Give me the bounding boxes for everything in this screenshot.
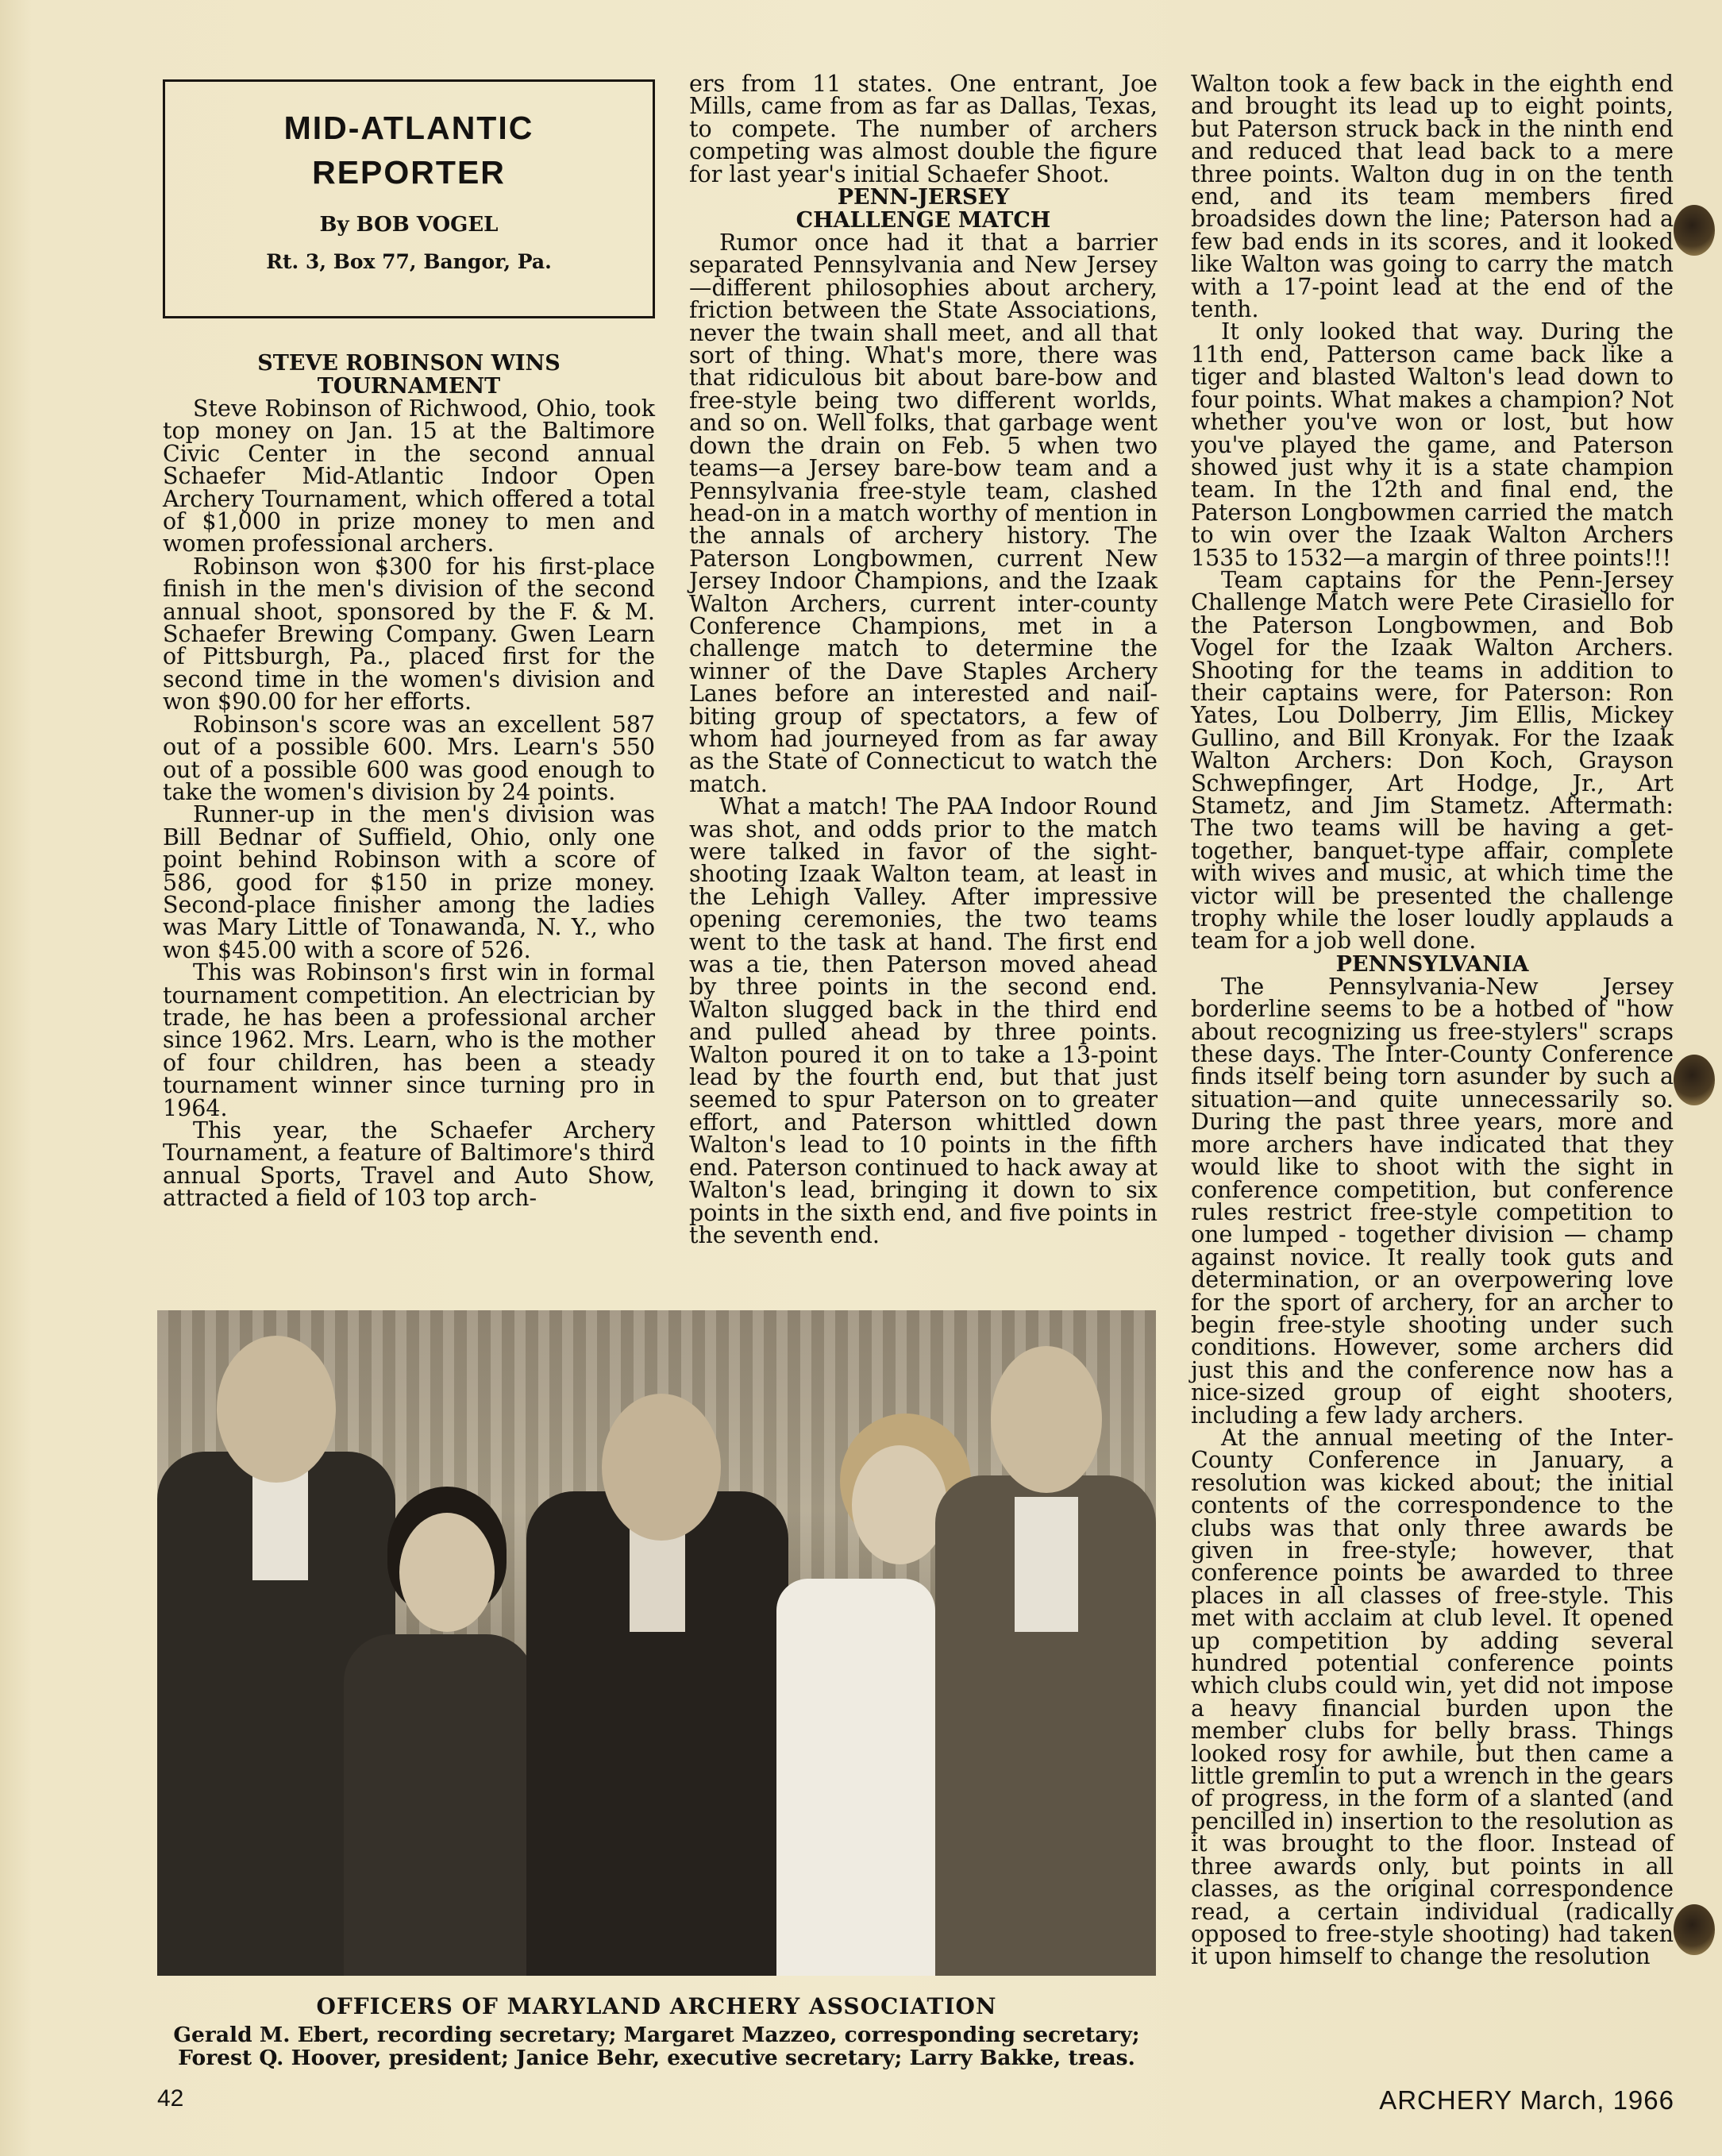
column-2 (689, 73, 1158, 1247)
article1-paragraph: Robinson's score was an excellent 587 out of a possible 600. Mrs. Learn's 550 out of a possible 600 was good enough to take the women's division by 24 points. (163, 711, 655, 805)
article1-continuation: ers from 11 states. One entrant, Joe Mills, came from as far as Dallas, Texas, to compete. The number of archers competing was almost double the figure for last year's initial Schaefer Shoot. (689, 71, 1158, 187)
article2-paragraph: It only looked that way. During the 11th end, Patterson came back like a tiger and blasted Walton's lead down to four points. What makes a champion? Not whether you've won or lost, but how you've played the game, and Paterson showed just why it is a state champion team. In the 12th and final end, the Paterson Longbowmen carried the match to win over the Izaak Walton Archers 1535 to 1532—a margin of three points!!! (1191, 318, 1674, 571)
article1-paragraph: Runner-up in the men's division was Bill Bednar of Suffield, Ohio, only one point behind Robinson with a score of 586, good for $150 in prize money. Second-place finisher among the ladies was Mary Little of Tonawanda, N. Y., who won $45.00 with a score of 526. (163, 801, 655, 963)
binder-hole-middle (1674, 1055, 1715, 1105)
photo-caption (157, 2023, 1156, 2069)
photo-person-1-head (217, 1336, 336, 1483)
photo-person-2-head (399, 1513, 495, 1632)
photo-person-2 (344, 1634, 534, 1976)
photo-caption-line1: Gerald M. Ebert, recording secretary; Margaret Mazzeo, corresponding secretary; (173, 2023, 1140, 2047)
photo-person-5-head (991, 1346, 1102, 1493)
reporter-header-box (163, 79, 655, 318)
photo-caption-line2: Forest Q. Hoover, president; Janice Behr, executive secretary; Larry Bakke, treas. (178, 2046, 1135, 2070)
headline-penn-jersey-line2: CHALLENGE MATCH (796, 208, 1051, 233)
headline-robinson-line1: STEVE ROBINSON WINS (257, 351, 561, 376)
author-address: Rt. 3, Box 77, Bangor, Pa. (266, 250, 552, 273)
column-1 (163, 73, 655, 1210)
page-number: 42 (157, 2085, 184, 2112)
headline-pennsylvania: PENNSYLVANIA (1335, 951, 1529, 977)
article3-paragraph: The Pennsylvania-New Jersey borderline seems to be a hotbed of "how about recognizing us free-stylers" scraps these days. The Inter-County Conference finds itself being torn asunder by such a situation—and quite unnecessarily so. During the past three years, more and more archers have indicated that they would like to shoot with the sight in conference competition, but conference rules restrict free-style competition to one lumped - together division — champ against novice. It really took guts and determination, or an overpowering love for the sport of archery, for an archer to begin free-style shooting under such conditions. However, some archers did just this and the conference now has a nice-sized group of eight shooters, including a few lady archers. (1191, 973, 1674, 1429)
binder-hole-top (1674, 205, 1715, 256)
article1-paragraph: Steve Robinson of Richwood, Ohio, took top money on Jan. 15 at the Baltimore Civic Center in the second annual Schaefer Mid-Atlantic Indoor Open Archery Tournament, which offered a total of $1,000 in prize money to men and women professional archers. (163, 395, 655, 557)
article2-paragraph: Rumor once had it that a barrier separated Pennsylvania and New Jersey—different philosophies about archery, friction between the State Associations, never the twain shall meet, and all that sort of thing. What's more, there was that ridiculous bit about bare-bow and free-style being two different worlds, and so on. Well folks, that garbage went down the drain on Feb. 5 when two teams—a Jersey bare-bow team and a Pennsylvania free-style team, clashed head-on in a match worthy of mention in the annals of archery history. The Paterson Longbowmen, current New Jersey Indoor Champions, and the Izaak Walton Archers, current inter-county Conference Champions, met in a challenge match to determine the winner of the Dave Staples Archery Lanes before an interested and nail-biting group of spectators, a few of whom had journeyed from as far away as the State of Connecticut to watch the match. (689, 229, 1158, 797)
article2-paragraph: What a match! The PAA Indoor Round was shot, and odds prior to the match were talked in favor of the sight-shooting Izaak Walton team, at least in the Lehigh Valley. After impressive opening ceremonies, the two teams went to the task at hand. The first end was a tie, then Paterson moved ahead by three points in the second end. Walton slugged back in the third end and pulled ahead by three points. Walton poured it on to take a 13-point lead by the fourth end, but that just seemed to spur Paterson on to greater effort, and Paterson whittled down Walton's lead to 10 points in the fifth end. Paterson continued to hack away at Walton's lead, bringing it down to six points in the sixth end, and five points in the seventh end. (689, 793, 1158, 1248)
photo-person-4-head (852, 1445, 947, 1564)
article1-paragraph: Robinson won $300 for his first-place finish in the men's division of the second annual shoot, sponsored by the F. & M. Schaefer Brewing Company. Gwen Learn of Pittsburgh, Pa., placed first for the second time in the women's division and won $90.00 for her efforts. (163, 553, 655, 715)
photo-person-4 (776, 1579, 935, 1976)
publication-footer: ARCHERY March, 1966 (1379, 2085, 1674, 2115)
column-3 (1191, 73, 1674, 1969)
reporter-title-line2: REPORTER (312, 154, 506, 191)
photo-caption-title: OFFICERS OF MARYLAND ARCHERY ASSOCIATION (316, 1993, 997, 2019)
article2-continuation: Walton took a few back in the eighth end and brought its lead up to eight points, but Paterson struck back in the ninth end and reduced that lead back to a mere three points. Walton dug in on the tenth end, and its team members fired broadsides down the line; Paterson had a few bad ends in its scores, and it looked like Walton was going to carry the match with a 17-point lead at the end of the tenth. (1191, 71, 1674, 323)
article1-paragraph: This year, the Schaefer Archery Tournament, a feature of Baltimore's third annual Sports, Travel and Auto Show, attracted a field of 103 top arch- (163, 1117, 655, 1212)
headline-robinson-line2: TOURNAMENT (317, 374, 501, 399)
byline: By BOB VOGEL (319, 213, 499, 237)
article1-paragraph: This was Robinson's first win in formal tournament competition. An electrician by trade, he has been a professional archer since 1962. Mrs. Learn, who is the mother of four children, has been a steady tournament winner since turning pro in 1964. (163, 959, 655, 1121)
article3-paragraph: At the annual meeting of the Inter-County Conference in January, a resolution was kicked about; the initial contents of the correspondence to the clubs was that only three awards be given in free-style; however, that conference points be awarded to three places in all classes of free-style. This met with acclaim at club level. It opened up competition by adding several hundred potential conference points which clubs could win, yet did not impose a heavy financial burden upon the member clubs for belly brass. Things looked rosy for awhile, but then came a little gremlin to put a wrench in the gears of progress, in the form of a slanted (and pencilled in) insertion to the resolution as it was brought to the floor. Instead of three awards only, but points in all classes, as the original correspondence read, a certain individual (radically opposed to free-style shooting) had taken it upon himself to change the resolution (1191, 1424, 1674, 1970)
group-photo (157, 1310, 1156, 1976)
reporter-title-line1: MID-ATLANTIC (283, 110, 534, 146)
photo-person-3-head (602, 1394, 721, 1541)
binder-hole-bottom (1674, 1904, 1715, 1955)
article2-paragraph: Team captains for the Penn-Jersey Challenge Match were Pete Cirasiello for the Paterson Longbowmen, and Bob Vogel for the Izaak Walton Archers. Shooting for the teams in addition to their captains were, for Paterson: Ron Yates, Lou Dolberry, Jim Ellis, Mickey Gullino, and Bill Kronyak. For the Izaak Walton Archers: Don Koch, Grayson Schwepfinger, Art Hodge, Jr., Art Stametz, and Jim Stametz. Aftermath: The two teams will be having a get-together, banquet-type affair, complete with wives and music, at which time the victor will be presented the challenge trophy while the loser loudly applauds a team for a job well done. (1191, 566, 1674, 955)
headline-penn-jersey-line1: PENN-JERSEY (837, 185, 1010, 210)
photo-person-5-shirt (1015, 1497, 1078, 1632)
